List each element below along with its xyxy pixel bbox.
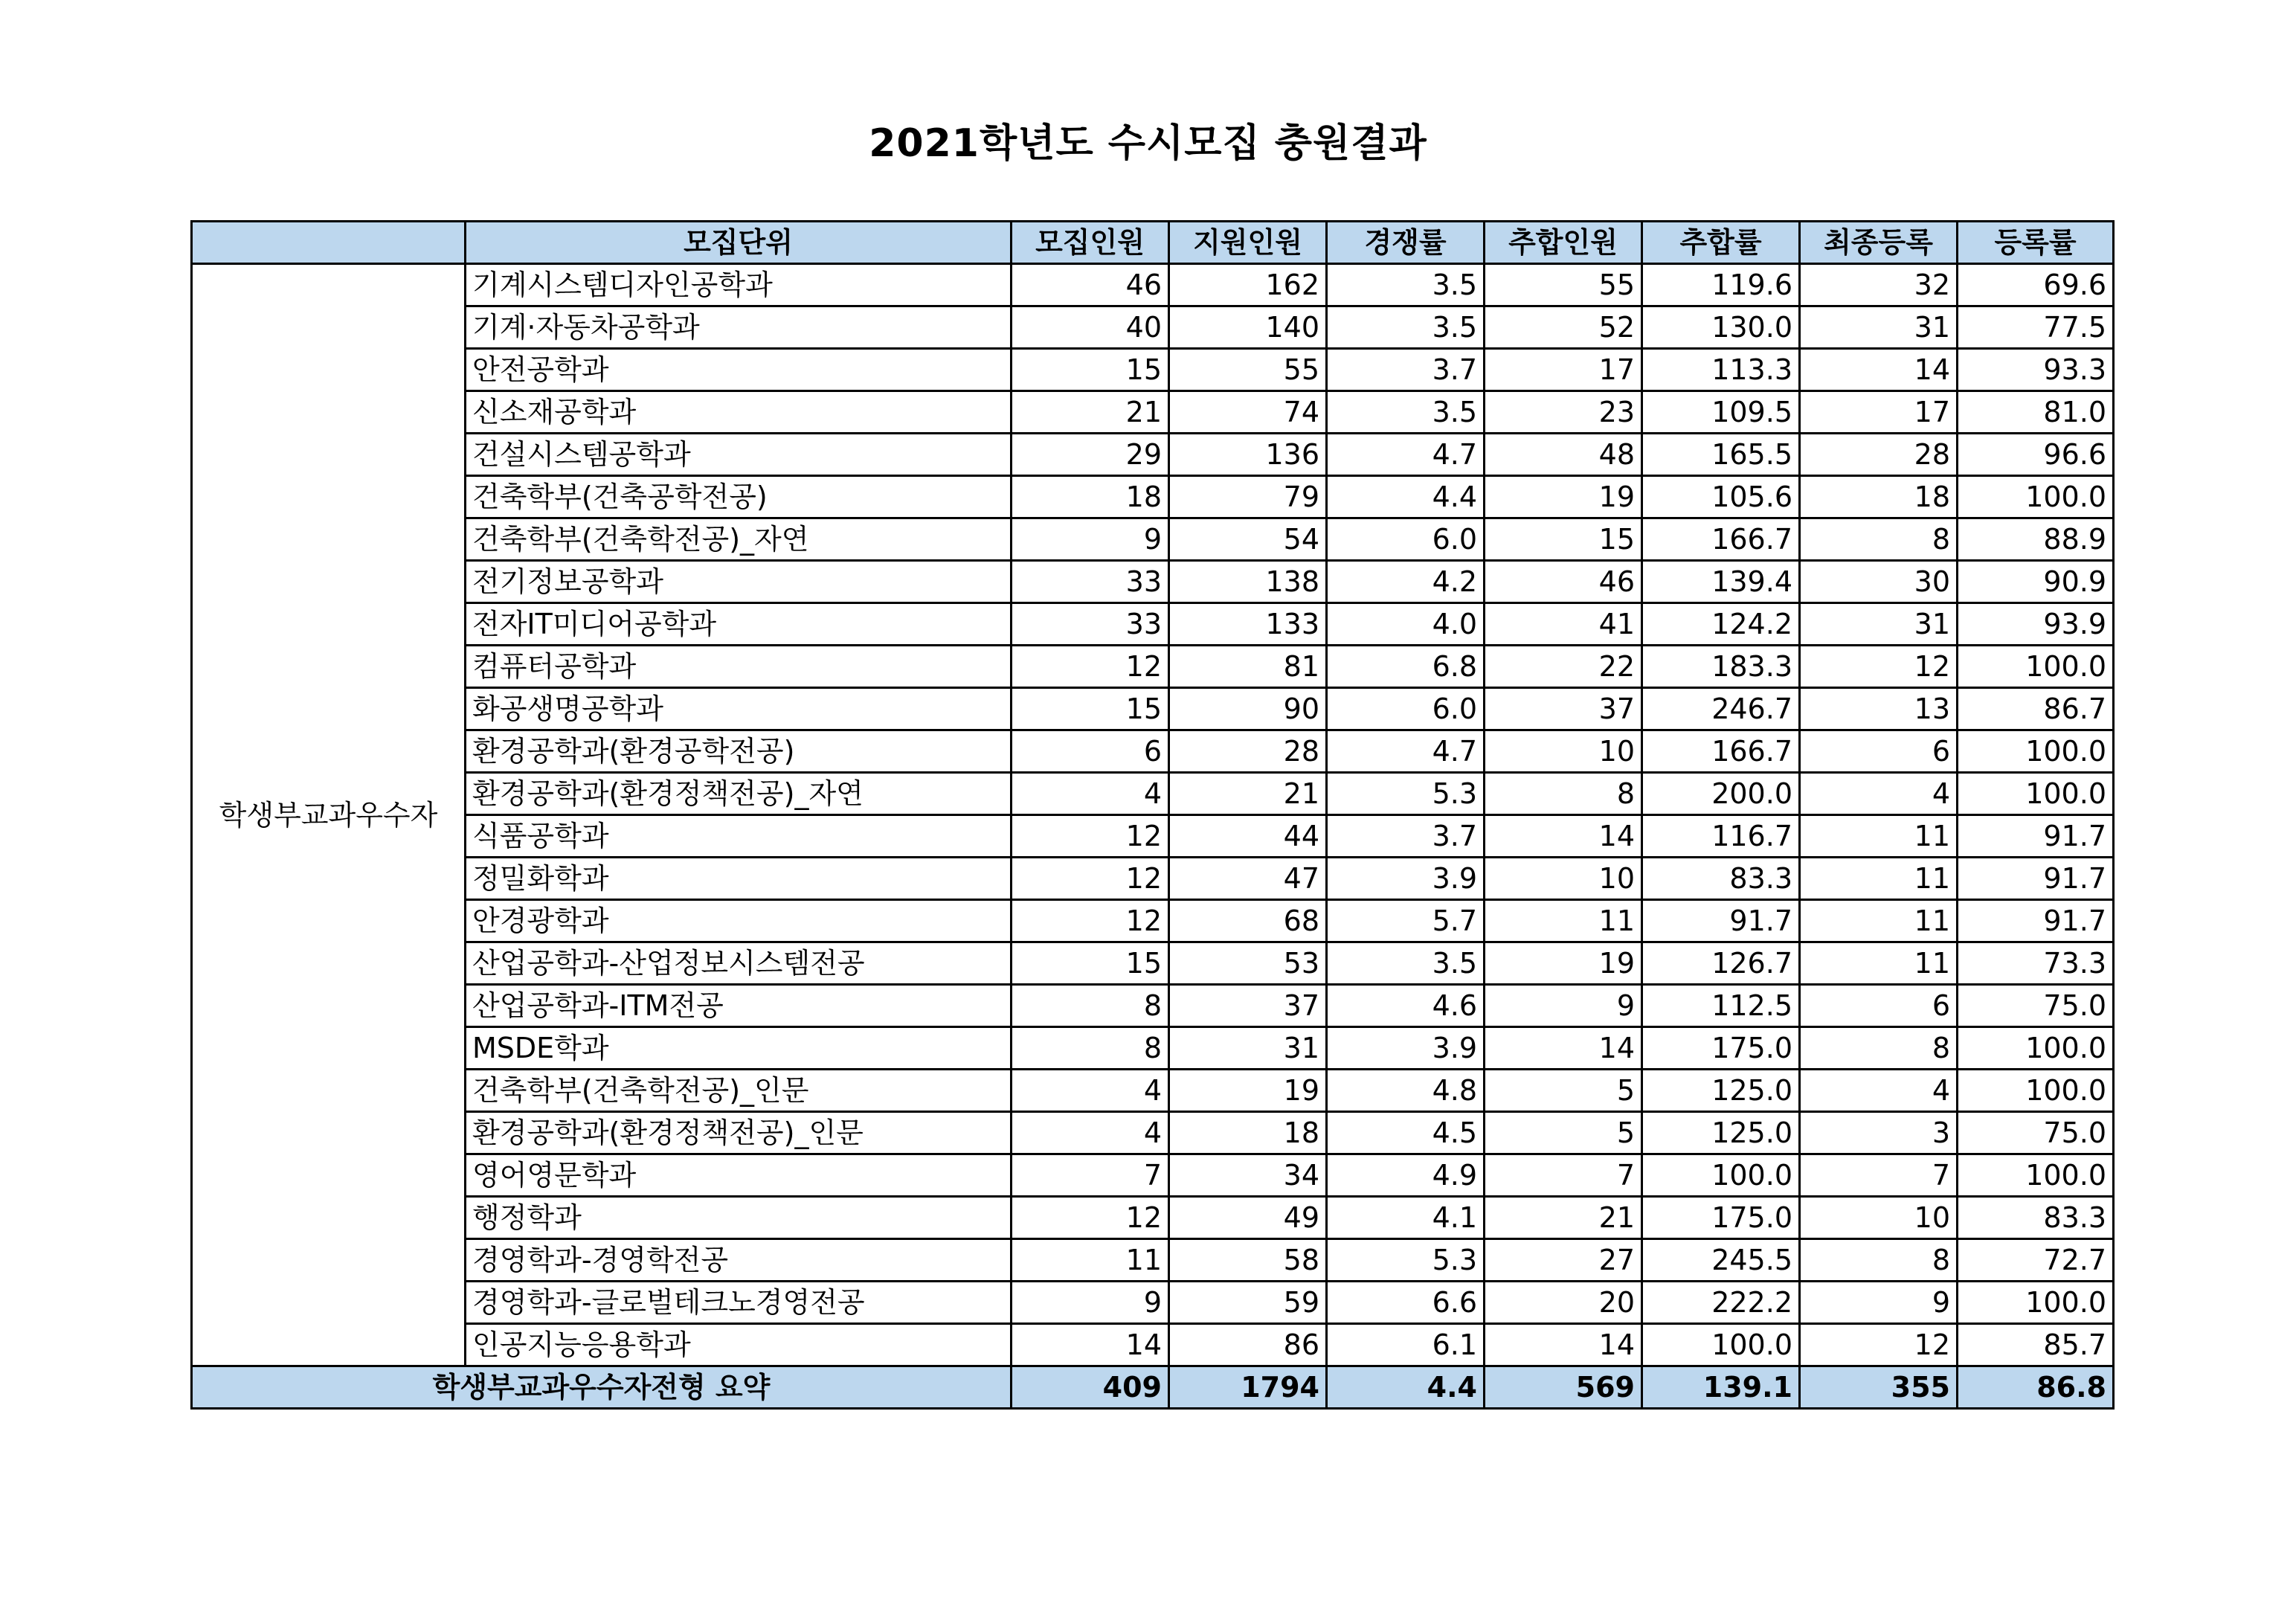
cell-extra: 21: [1485, 1197, 1642, 1239]
cell-ratio: 5.3: [1327, 1239, 1485, 1282]
cell-extra-rate: 200.0: [1642, 773, 1800, 815]
cell-recruit: 14: [1012, 1324, 1169, 1366]
cell-extra-rate: 125.0: [1642, 1112, 1800, 1154]
cell-extra-rate: 112.5: [1642, 985, 1800, 1027]
cell-recruit: 40: [1012, 306, 1169, 349]
cell-ratio: 6.8: [1327, 646, 1485, 688]
table-row: [192, 561, 2114, 603]
cell-recruit: 4: [1012, 773, 1169, 815]
cell-reg-rate: 81.0: [1958, 391, 2114, 434]
unit-name: 산업공학과-산업정보시스템전공: [466, 942, 1012, 985]
cell-final: 17: [1800, 391, 1958, 434]
cell-reg-rate: 93.9: [1958, 603, 2114, 646]
cell-recruit: 18: [1012, 476, 1169, 518]
cell-reg-rate: 100.0: [1958, 773, 2114, 815]
cell-ratio: 3.7: [1327, 815, 1485, 858]
cell-final: 11: [1800, 858, 1958, 900]
table-row: [192, 688, 2114, 730]
cell-extra: 14: [1485, 1324, 1642, 1366]
cell-final: 31: [1800, 306, 1958, 349]
cell-reg-rate: 69.6: [1958, 264, 2114, 306]
cell-recruit: 15: [1012, 942, 1169, 985]
table-row: [192, 391, 2114, 434]
cell-reg-rate: 100.0: [1958, 1282, 2114, 1324]
cell-recruit: 12: [1012, 646, 1169, 688]
cell-apply: 19: [1169, 1070, 1327, 1112]
cell-extra-rate: 165.5: [1642, 434, 1800, 476]
category-cell: 학생부교과우수자: [192, 264, 466, 1366]
unit-name: 경영학과-경영학전공: [466, 1239, 1012, 1282]
cell-recruit: 12: [1012, 900, 1169, 942]
cell-reg-rate: 88.9: [1958, 518, 2114, 561]
cell-apply: 59: [1169, 1282, 1327, 1324]
unit-name: 기계시스템디자인공학과: [466, 264, 1012, 306]
cell-final: 11: [1800, 942, 1958, 985]
unit-name: 건축학부(건축학전공)_자연: [466, 518, 1012, 561]
cell-extra: 17: [1485, 349, 1642, 391]
unit-name: 기계·자동차공학과: [466, 306, 1012, 349]
cell-reg-rate: 75.0: [1958, 1112, 2114, 1154]
cell-extra: 41: [1485, 603, 1642, 646]
cell-final: 14: [1800, 349, 1958, 391]
cell-ratio: 3.7: [1327, 349, 1485, 391]
unit-name: 건축학부(건축공학전공): [466, 476, 1012, 518]
cell-reg-rate: 73.3: [1958, 942, 2114, 985]
cell-recruit: 6: [1012, 730, 1169, 773]
table-row: [192, 1282, 2114, 1324]
table-row: [192, 264, 2114, 306]
table-row: [192, 518, 2114, 561]
cell-ratio: 6.0: [1327, 518, 1485, 561]
cell-reg-rate: 93.3: [1958, 349, 2114, 391]
cell-apply: 49: [1169, 1197, 1327, 1239]
table-row: [192, 1027, 2114, 1070]
header-apply: 지원인원: [1169, 222, 1327, 264]
cell-extra-rate: 166.7: [1642, 730, 1800, 773]
cell-reg-rate: 90.9: [1958, 561, 2114, 603]
summary-row: [192, 1366, 2114, 1409]
cell-ratio: 4.4: [1327, 476, 1485, 518]
cell-final: 11: [1800, 900, 1958, 942]
cell-extra: 9: [1485, 985, 1642, 1027]
table-row: [192, 1324, 2114, 1366]
cell-apply: 140: [1169, 306, 1327, 349]
cell-final: 18: [1800, 476, 1958, 518]
cell-apply: 79: [1169, 476, 1327, 518]
cell-recruit: 12: [1012, 815, 1169, 858]
cell-ratio: 3.5: [1327, 306, 1485, 349]
cell-reg-rate: 100.0: [1958, 1027, 2114, 1070]
table-row: [192, 942, 2114, 985]
cell-recruit: 4: [1012, 1112, 1169, 1154]
summary-ratio: 4.4: [1327, 1366, 1485, 1409]
cell-final: 11: [1800, 815, 1958, 858]
cell-extra-rate: 113.3: [1642, 349, 1800, 391]
cell-ratio: 6.6: [1327, 1282, 1485, 1324]
cell-extra-rate: 100.0: [1642, 1154, 1800, 1197]
cell-extra: 37: [1485, 688, 1642, 730]
cell-ratio: 3.5: [1327, 942, 1485, 985]
table-row: [192, 985, 2114, 1027]
cell-extra: 55: [1485, 264, 1642, 306]
unit-name: 정밀화학과: [466, 858, 1012, 900]
unit-name: 신소재공학과: [466, 391, 1012, 434]
cell-apply: 18: [1169, 1112, 1327, 1154]
header-row: [192, 222, 2114, 264]
cell-final: 12: [1800, 1324, 1958, 1366]
cell-recruit: 33: [1012, 561, 1169, 603]
cell-apply: 136: [1169, 434, 1327, 476]
summary-reg-rate: 86.8: [1958, 1366, 2114, 1409]
unit-name: 행정학과: [466, 1197, 1012, 1239]
cell-recruit: 8: [1012, 985, 1169, 1027]
header-final: 최종등록: [1800, 222, 1958, 264]
cell-recruit: 11: [1012, 1239, 1169, 1282]
cell-ratio: 6.0: [1327, 688, 1485, 730]
cell-ratio: 4.8: [1327, 1070, 1485, 1112]
cell-final: 13: [1800, 688, 1958, 730]
unit-name: 건설시스템공학과: [466, 434, 1012, 476]
cell-extra: 14: [1485, 1027, 1642, 1070]
cell-final: 28: [1800, 434, 1958, 476]
cell-ratio: 4.7: [1327, 434, 1485, 476]
page-title: 2021학년도 수시모집 충원결과: [869, 121, 1427, 166]
cell-final: 3: [1800, 1112, 1958, 1154]
cell-ratio: 4.0: [1327, 603, 1485, 646]
cell-final: 6: [1800, 730, 1958, 773]
cell-extra-rate: 222.2: [1642, 1282, 1800, 1324]
cell-recruit: 15: [1012, 688, 1169, 730]
cell-ratio: 4.1: [1327, 1197, 1485, 1239]
cell-apply: 37: [1169, 985, 1327, 1027]
table-row: [192, 1112, 2114, 1154]
cell-apply: 44: [1169, 815, 1327, 858]
cell-apply: 58: [1169, 1239, 1327, 1282]
table-row: [192, 1197, 2114, 1239]
table-row: [192, 646, 2114, 688]
header-reg-rate: 등록률: [1958, 222, 2114, 264]
cell-extra-rate: 83.3: [1642, 858, 1800, 900]
cell-extra-rate: 126.7: [1642, 942, 1800, 985]
cell-reg-rate: 100.0: [1958, 1070, 2114, 1112]
cell-reg-rate: 100.0: [1958, 476, 2114, 518]
cell-extra: 52: [1485, 306, 1642, 349]
cell-final: 12: [1800, 646, 1958, 688]
cell-reg-rate: 77.5: [1958, 306, 2114, 349]
cell-apply: 138: [1169, 561, 1327, 603]
cell-extra-rate: 125.0: [1642, 1070, 1800, 1112]
cell-reg-rate: 86.7: [1958, 688, 2114, 730]
table-row: [192, 603, 2114, 646]
unit-name: 건축학부(건축학전공)_인문: [466, 1070, 1012, 1112]
cell-reg-rate: 100.0: [1958, 646, 2114, 688]
table-row: [192, 773, 2114, 815]
table-row: [192, 1154, 2114, 1197]
cell-extra: 48: [1485, 434, 1642, 476]
table-row: [192, 306, 2114, 349]
unit-name: 컴퓨터공학과: [466, 646, 1012, 688]
cell-extra-rate: 105.6: [1642, 476, 1800, 518]
cell-extra: 5: [1485, 1112, 1642, 1154]
results-table: [190, 220, 2115, 1410]
unit-name: 안경광학과: [466, 900, 1012, 942]
cell-extra: 7: [1485, 1154, 1642, 1197]
cell-extra-rate: 130.0: [1642, 306, 1800, 349]
cell-recruit: 29: [1012, 434, 1169, 476]
cell-extra-rate: 109.5: [1642, 391, 1800, 434]
header-extra: 추합인원: [1485, 222, 1642, 264]
cell-recruit: 9: [1012, 1282, 1169, 1324]
cell-extra: 19: [1485, 942, 1642, 985]
table-row: [192, 730, 2114, 773]
cell-extra-rate: 166.7: [1642, 518, 1800, 561]
table-row: [192, 434, 2114, 476]
summary-apply: 1794: [1169, 1366, 1327, 1409]
cell-final: 32: [1800, 264, 1958, 306]
unit-name: 안전공학과: [466, 349, 1012, 391]
cell-recruit: 9: [1012, 518, 1169, 561]
cell-ratio: 4.2: [1327, 561, 1485, 603]
unit-name: MSDE학과: [466, 1027, 1012, 1070]
cell-recruit: 4: [1012, 1070, 1169, 1112]
cell-final: 8: [1800, 1239, 1958, 1282]
cell-extra-rate: 91.7: [1642, 900, 1800, 942]
unit-name: 환경공학과(환경정책전공)_자연: [466, 773, 1012, 815]
cell-extra: 23: [1485, 391, 1642, 434]
cell-reg-rate: 85.7: [1958, 1324, 2114, 1366]
cell-apply: 54: [1169, 518, 1327, 561]
cell-ratio: 3.5: [1327, 264, 1485, 306]
cell-recruit: 7: [1012, 1154, 1169, 1197]
cell-extra: 10: [1485, 858, 1642, 900]
table-row: [192, 858, 2114, 900]
table-row: [192, 900, 2114, 942]
cell-ratio: 4.5: [1327, 1112, 1485, 1154]
cell-extra-rate: 116.7: [1642, 815, 1800, 858]
cell-final: 31: [1800, 603, 1958, 646]
cell-reg-rate: 83.3: [1958, 1197, 2114, 1239]
cell-ratio: 5.7: [1327, 900, 1485, 942]
cell-apply: 28: [1169, 730, 1327, 773]
cell-extra: 8: [1485, 773, 1642, 815]
unit-name: 전자IT미디어공학과: [466, 603, 1012, 646]
cell-reg-rate: 72.7: [1958, 1239, 2114, 1282]
cell-apply: 86: [1169, 1324, 1327, 1366]
cell-apply: 133: [1169, 603, 1327, 646]
unit-name: 인공지능응용학과: [466, 1324, 1012, 1366]
cell-extra: 14: [1485, 815, 1642, 858]
unit-name: 산업공학과-ITM전공: [466, 985, 1012, 1027]
cell-recruit: 12: [1012, 1197, 1169, 1239]
cell-extra: 46: [1485, 561, 1642, 603]
cell-ratio: 3.9: [1327, 1027, 1485, 1070]
cell-extra-rate: 139.4: [1642, 561, 1800, 603]
table-row: [192, 1070, 2114, 1112]
cell-ratio: 6.1: [1327, 1324, 1485, 1366]
cell-apply: 21: [1169, 773, 1327, 815]
cell-apply: 74: [1169, 391, 1327, 434]
cell-reg-rate: 96.6: [1958, 434, 2114, 476]
cell-final: 4: [1800, 773, 1958, 815]
header-recruit: 모집인원: [1012, 222, 1169, 264]
cell-apply: 162: [1169, 264, 1327, 306]
header-extra-rate: 추합률: [1642, 222, 1800, 264]
summary-extra: 569: [1485, 1366, 1642, 1409]
cell-apply: 34: [1169, 1154, 1327, 1197]
unit-name: 환경공학과(환경정책전공)_인문: [466, 1112, 1012, 1154]
unit-name: 경영학과-글로벌테크노경영전공: [466, 1282, 1012, 1324]
cell-reg-rate: 100.0: [1958, 730, 2114, 773]
unit-name: 화공생명공학과: [466, 688, 1012, 730]
cell-reg-rate: 100.0: [1958, 1154, 2114, 1197]
cell-apply: 90: [1169, 688, 1327, 730]
cell-ratio: 4.9: [1327, 1154, 1485, 1197]
unit-name: 전기정보공학과: [466, 561, 1012, 603]
cell-final: 9: [1800, 1282, 1958, 1324]
cell-extra-rate: 124.2: [1642, 603, 1800, 646]
summary-final: 355: [1800, 1366, 1958, 1409]
cell-recruit: 33: [1012, 603, 1169, 646]
cell-ratio: 3.9: [1327, 858, 1485, 900]
cell-recruit: 8: [1012, 1027, 1169, 1070]
summary-extra-rate: 139.1: [1642, 1366, 1800, 1409]
cell-extra-rate: 246.7: [1642, 688, 1800, 730]
header-blank: [192, 222, 466, 264]
cell-extra: 27: [1485, 1239, 1642, 1282]
unit-name: 영어영문학과: [466, 1154, 1012, 1197]
cell-recruit: 46: [1012, 264, 1169, 306]
cell-final: 6: [1800, 985, 1958, 1027]
table-row: [192, 476, 2114, 518]
header-ratio: 경쟁률: [1327, 222, 1485, 264]
cell-apply: 47: [1169, 858, 1327, 900]
cell-final: 8: [1800, 1027, 1958, 1070]
cell-final: 8: [1800, 518, 1958, 561]
cell-extra-rate: 245.5: [1642, 1239, 1800, 1282]
cell-extra-rate: 175.0: [1642, 1197, 1800, 1239]
cell-ratio: 4.6: [1327, 985, 1485, 1027]
table-row: [192, 1239, 2114, 1282]
cell-final: 7: [1800, 1154, 1958, 1197]
cell-apply: 31: [1169, 1027, 1327, 1070]
cell-apply: 53: [1169, 942, 1327, 985]
cell-reg-rate: 75.0: [1958, 985, 2114, 1027]
cell-extra-rate: 175.0: [1642, 1027, 1800, 1070]
summary-label: 학생부교과우수자전형 요약: [192, 1366, 1012, 1409]
cell-final: 10: [1800, 1197, 1958, 1239]
table-row: [192, 815, 2114, 858]
cell-final: 30: [1800, 561, 1958, 603]
cell-extra: 15: [1485, 518, 1642, 561]
cell-apply: 55: [1169, 349, 1327, 391]
cell-ratio: 4.7: [1327, 730, 1485, 773]
cell-reg-rate: 91.7: [1958, 815, 2114, 858]
cell-recruit: 12: [1012, 858, 1169, 900]
cell-recruit: 21: [1012, 391, 1169, 434]
cell-ratio: 5.3: [1327, 773, 1485, 815]
cell-reg-rate: 91.7: [1958, 900, 2114, 942]
cell-extra: 11: [1485, 900, 1642, 942]
table-row: [192, 349, 2114, 391]
cell-apply: 81: [1169, 646, 1327, 688]
cell-recruit: 15: [1012, 349, 1169, 391]
cell-extra: 20: [1485, 1282, 1642, 1324]
cell-extra: 19: [1485, 476, 1642, 518]
cell-extra-rate: 119.6: [1642, 264, 1800, 306]
unit-name: 식품공학과: [466, 815, 1012, 858]
unit-name: 환경공학과(환경공학전공): [466, 730, 1012, 773]
cell-extra: 10: [1485, 730, 1642, 773]
cell-ratio: 3.5: [1327, 391, 1485, 434]
cell-extra: 22: [1485, 646, 1642, 688]
cell-apply: 68: [1169, 900, 1327, 942]
cell-final: 4: [1800, 1070, 1958, 1112]
cell-extra-rate: 183.3: [1642, 646, 1800, 688]
header-unit: 모집단위: [466, 222, 1012, 264]
summary-recruit: 409: [1012, 1366, 1169, 1409]
cell-extra-rate: 100.0: [1642, 1324, 1800, 1366]
cell-extra: 5: [1485, 1070, 1642, 1112]
cell-reg-rate: 91.7: [1958, 858, 2114, 900]
